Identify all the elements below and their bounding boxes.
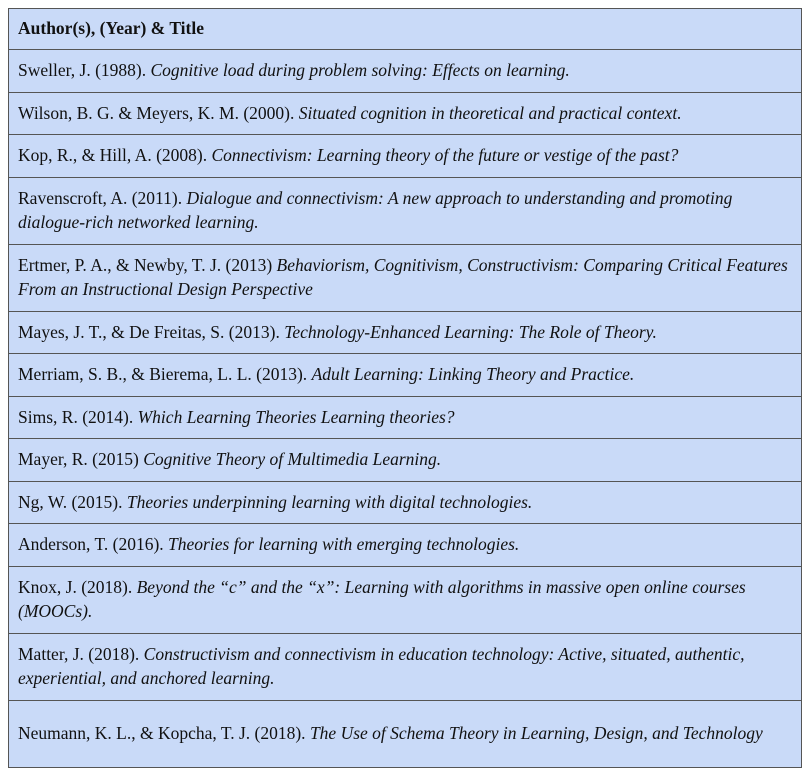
reference-author-year: Ng, W. (2015). [18, 491, 127, 512]
table-row [9, 311, 802, 354]
reference-cell [9, 244, 802, 311]
reference-cell [9, 311, 802, 354]
reference-author-year: Mayes, J. T., & De Freitas, S. (2013). [18, 321, 285, 342]
reference-author-year: Knox, J. (2018). [18, 577, 137, 597]
table-row [9, 633, 802, 700]
reference-cell [9, 566, 802, 633]
reference-title: The Use of Schema Theory in Learning, Design, and Technology [309, 722, 763, 743]
reference-title: Behaviorism, Cognitivism, Constructivism: Comparing Critical Features From an Instructional Design Perspective [18, 255, 788, 299]
reference-cell [9, 700, 802, 767]
reference-title: Cognitive Theory of Multimedia Learning. [143, 449, 442, 469]
table-row [9, 439, 802, 482]
reference-title: Situated cognition in theoretical and practical context. [298, 102, 682, 123]
table-row [9, 50, 802, 93]
table-row [9, 396, 802, 439]
reference-title: Dialogue and connectivism: A new approach to understanding and promoting dialogue-rich networked learning. [18, 188, 733, 232]
reference-cell [9, 354, 802, 397]
reference-cell [9, 633, 802, 700]
reference-title: Constructivism and connectivism in education technology: Active, situated, authentic, experiential, and anchored learning. [18, 644, 745, 688]
reference-title: Beyond the “c” and the “x”: Learning with algorithms in massive open online courses (MOOCs). [18, 577, 746, 621]
reference-title: Technology-Enhanced Learning: The Role of Theory. [284, 321, 657, 342]
reference-author-year: Wilson, B. G. & Meyers, K. M. (2000). [18, 102, 299, 123]
reference-title: Theories underpinning learning with digital technologies. [126, 491, 533, 512]
reference-cell [9, 177, 802, 244]
reference-author-year: Anderson, T. (2016). [18, 534, 169, 554]
table-header-cell: Author(s), (Year) & Title [9, 9, 802, 50]
references-table [8, 8, 802, 768]
reference-title: Which Learning Theories Learning theories? [137, 406, 455, 427]
reference-cell [9, 92, 802, 135]
table-row [9, 244, 802, 311]
reference-author-year: Neumann, K. L., & Kopcha, T. J. (2018). [18, 722, 310, 743]
reference-cell [9, 524, 802, 567]
table-row [9, 481, 802, 524]
reference-title: Connectivism: Learning theory of the future or vestige of the past? [211, 145, 679, 165]
reference-author-year: Mayer, R. (2015) [18, 449, 144, 469]
reference-title: Theories for learning with emerging technologies. [168, 534, 520, 554]
reference-cell [9, 481, 802, 524]
table-row [9, 354, 802, 397]
table-row [9, 524, 802, 567]
reference-author-year: Matter, J. (2018). [18, 644, 144, 664]
table-row [9, 177, 802, 244]
reference-author-year: Ravenscroft, A. (2011). [18, 188, 187, 208]
table-header-row [9, 9, 802, 50]
table-row [9, 566, 802, 633]
reference-cell [9, 396, 802, 439]
reference-author-year: Kop, R., & Hill, A. (2008). [18, 145, 212, 165]
reference-cell [9, 50, 802, 93]
reference-author-year: Ertmer, P. A., & Newby, T. J. (2013) [18, 255, 277, 275]
table-row [9, 135, 802, 178]
reference-cell [9, 439, 802, 482]
table-row [9, 700, 802, 767]
reference-title: Cognitive load during problem solving: Effects on learning. [150, 60, 570, 80]
table-row [9, 92, 802, 135]
reference-title: Adult Learning: Linking Theory and Practice. [311, 364, 635, 384]
reference-author-year: Sims, R. (2014). [18, 406, 138, 427]
reference-author-year: Merriam, S. B., & Bierema, L. L. (2013). [18, 364, 312, 384]
references-table-container [8, 8, 802, 768]
reference-cell [9, 135, 802, 178]
reference-author-year: Sweller, J. (1988). [18, 60, 151, 80]
